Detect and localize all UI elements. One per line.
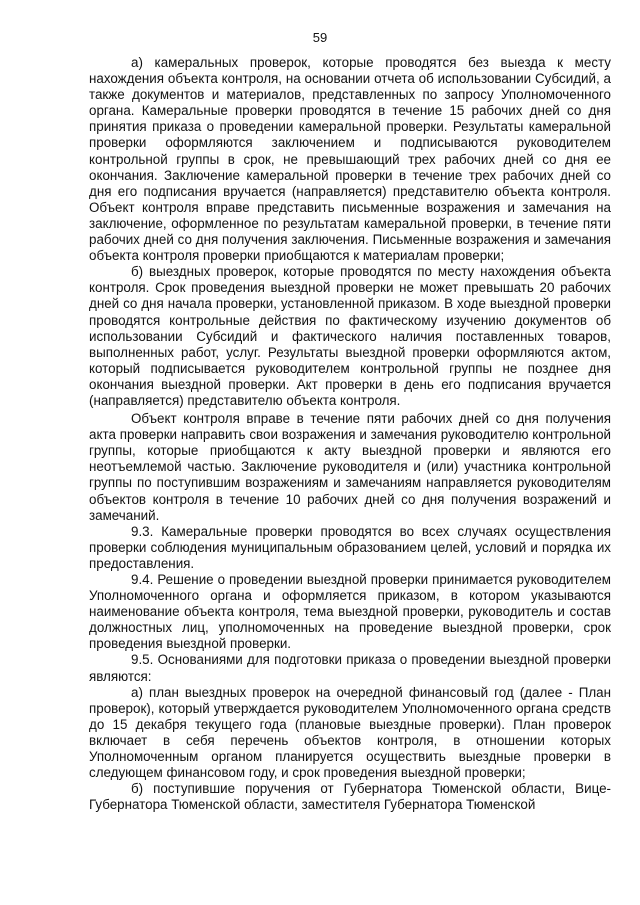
- paragraph-objections: Объект контроля вправе в течение пяти рабочих дней со дня получения акта проверки направить свои возражения и замечания руководителю контрольной группы, которые приобщаются к акту выездной проверки и являются его неотъемлемой частью. Заключение руководителя и (или) участника контрольной группы по поступившим возражениям и замечаниям направляется руководителям объектов контроля в течение 10 рабочих дней со дня получения возражений и замечаний.: [89, 411, 611, 523]
- paragraph-cameral-checks: а) камеральных проверок, которые проводятся без выезда к месту нахождения объекта контроля, на основании отчета об использовании Субсидий, а также документов и материалов, представленных по запросу Уполномоченного органа. Камеральные проверки проводятся в течение 15 рабочих дней со дня принятия приказа о проведении камеральной проверки. Результаты камеральной проверки оформляются заключением и подписываются руководителем контрольной группы в срок, не превышающий трех рабочих дней со дня ее окончания. Заключение камеральной проверки в течение трех рабочих дней со дня его подписания вручается (направляется) представителю объекта контроля. Объект контроля вправе представить письменные возражения и замечания на заключение, оформленное по результатам камеральной проверки, в течение пяти рабочих дней со дня получения заключения. Письменные возражения и замечания объекта контроля проверки приобщаются к материалам проверки;: [89, 55, 611, 264]
- paragraph-field-checks: б) выездных проверок, которые проводятся по месту нахождения объекта контроля. Срок проведения выездной проверки не может превышать 20 рабочих дней со дня начала проверки, установленной приказом. В ходе выездной проверки проводятся контрольные действия по фактическому изучению документов об использовании Субсидий и фактического наличия поставленных товаров, выполненных работ, услуг. Результаты выездной проверки оформляются актом, который подписывается руководителем контрольной группы не позднее дня окончания выездной проверки. Акт проверки в день его подписания вручается (направляется) представителю объекта контроля.: [89, 264, 611, 408]
- page-number: 59: [312, 30, 328, 45]
- paragraph-9-3: 9.3. Камеральные проверки проводятся во всех случаях осуществления проверки соблюдения муниципальным образованием целей, условий и порядка их предоставления.: [89, 523, 611, 571]
- document-body: [89, 55, 611, 813]
- paragraph-9-5: 9.5. Основаниями для подготовки приказа о проведении выездной проверки являются:: [89, 652, 611, 684]
- paragraph-9-5-b: б) поступившие поручения от Губернатора Тюменской области, Вице-Губернатора Тюменской области, заместителя Губернатора Тюменской: [89, 781, 611, 813]
- paragraph-9-5-a: а) план выездных проверок на очередной финансовый год (далее - План проверок), который утверждается руководителем Уполномоченного органа средств до 15 декабря текущего года (плановые выездные проверки). План проверок включает в себя перечень объектов контроля, в отношении которых Уполномоченным органом планируется осуществить выездные проверки в следующем финансовом году, и срок проведения выездной проверки;: [89, 684, 611, 781]
- paragraph-9-4: 9.4. Решение о проведении выездной проверки принимается руководителем Уполномоченного органа и оформляется приказом, в котором указываются наименование объекта контроля, тема выездной проверки, руководитель и состав должностных лиц, уполномоченных на проведение выездной проверки, срок проведения выездной проверки.: [89, 572, 611, 652]
